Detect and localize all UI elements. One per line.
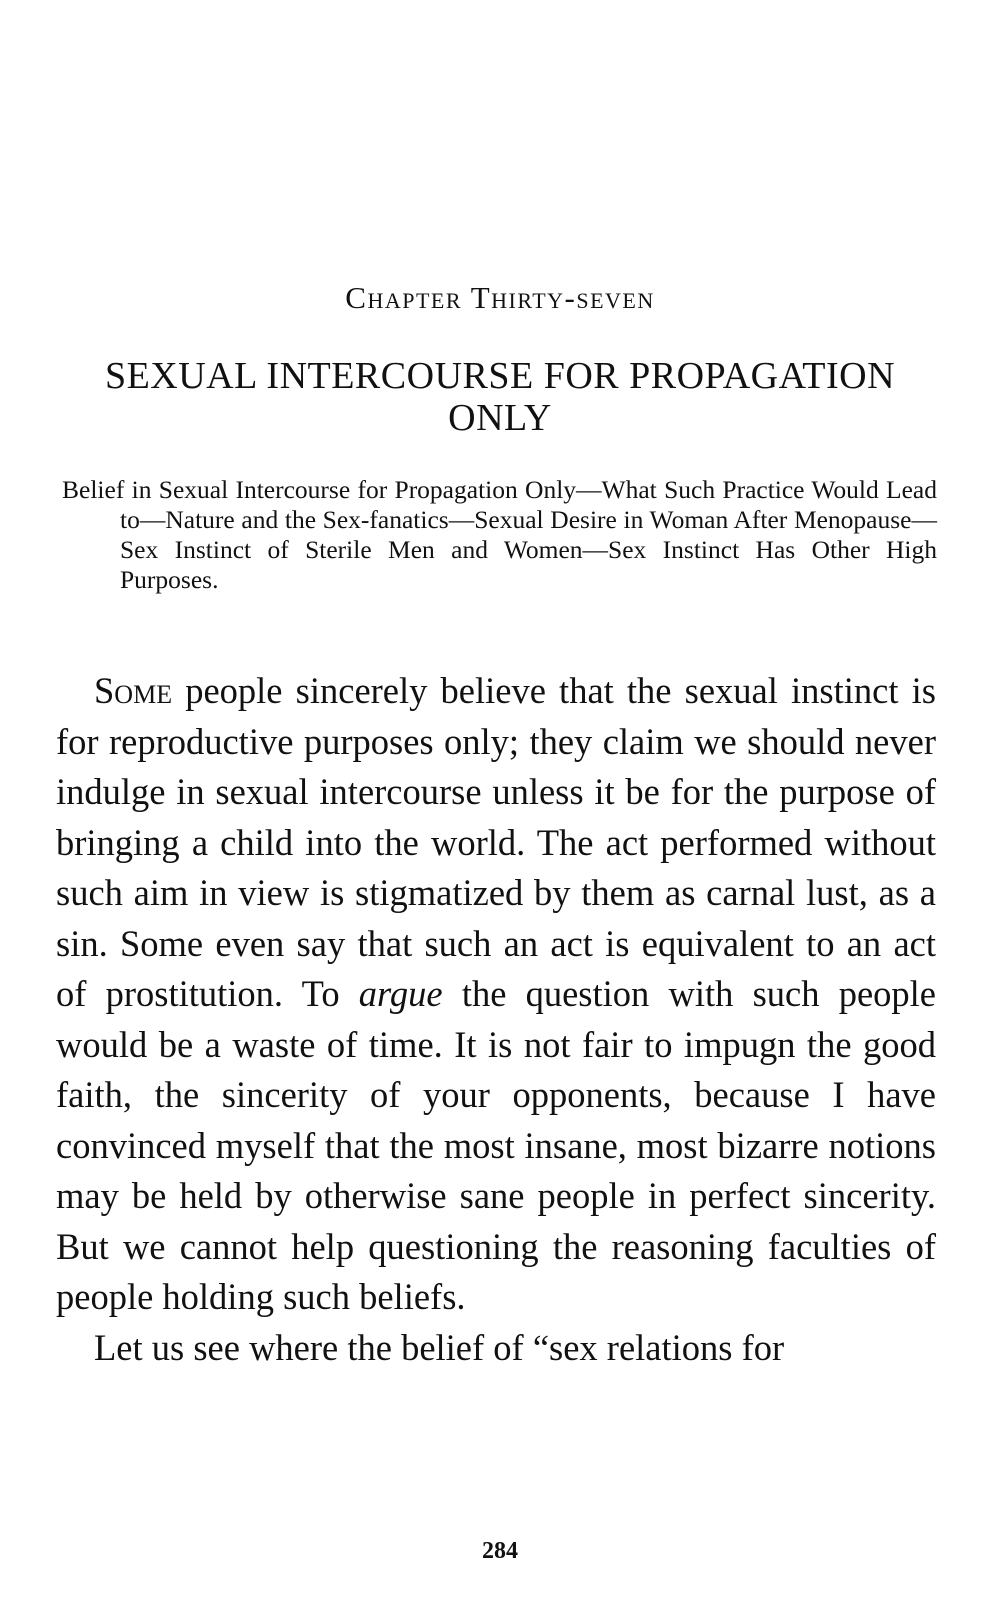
body-text — [56, 666, 936, 1373]
chapter-synopsis: Belief in Sexual Intercourse for Propagation Only—What Such Practice Would Lead to—Nature and the Sex-fanatics—Sexual Desire in Woman After Menopause—Sex Instinct of Sterile Men and Women—Sex Instinct Has Other High Purposes. — [62, 475, 937, 594]
lead-word: Some — [94, 670, 173, 711]
chapter-label: Chapter Thirty-seven — [345, 280, 655, 315]
paragraph-1-text-a: people sincerely believe that the sexual instinct is for reproductive purposes only; they claim we should never indulge in sexual intercourse unless it be for the purpose of bringing a child into the world. The act performed without such aim in view is stigmatized by them as carnal lust, as a sin. Some even say that such an act is equivalent to an act of prostitution. To — [56, 670, 936, 1014]
emphasis-argue: argue — [358, 973, 443, 1014]
paragraph-1-text-b: the question with such people would be a waste of time. It is not fair to impugn the good faith, the sincerity of your opponents, because I have convinced myself that the most insane, most bizarre notions may be held by otherwise sane people in perfect sincerity. But we cannot help questioning the reasoning faculties of people holding such beliefs. — [56, 973, 936, 1317]
paragraph-2: Let us see where the belief of “sex relations for — [94, 1326, 785, 1368]
page-number: 284 — [482, 1538, 518, 1564]
chapter-title: SEXUAL INTERCOURSE FOR PROPAGATION ONLY — [104, 355, 896, 439]
paragraph-1 — [56, 666, 936, 1323]
